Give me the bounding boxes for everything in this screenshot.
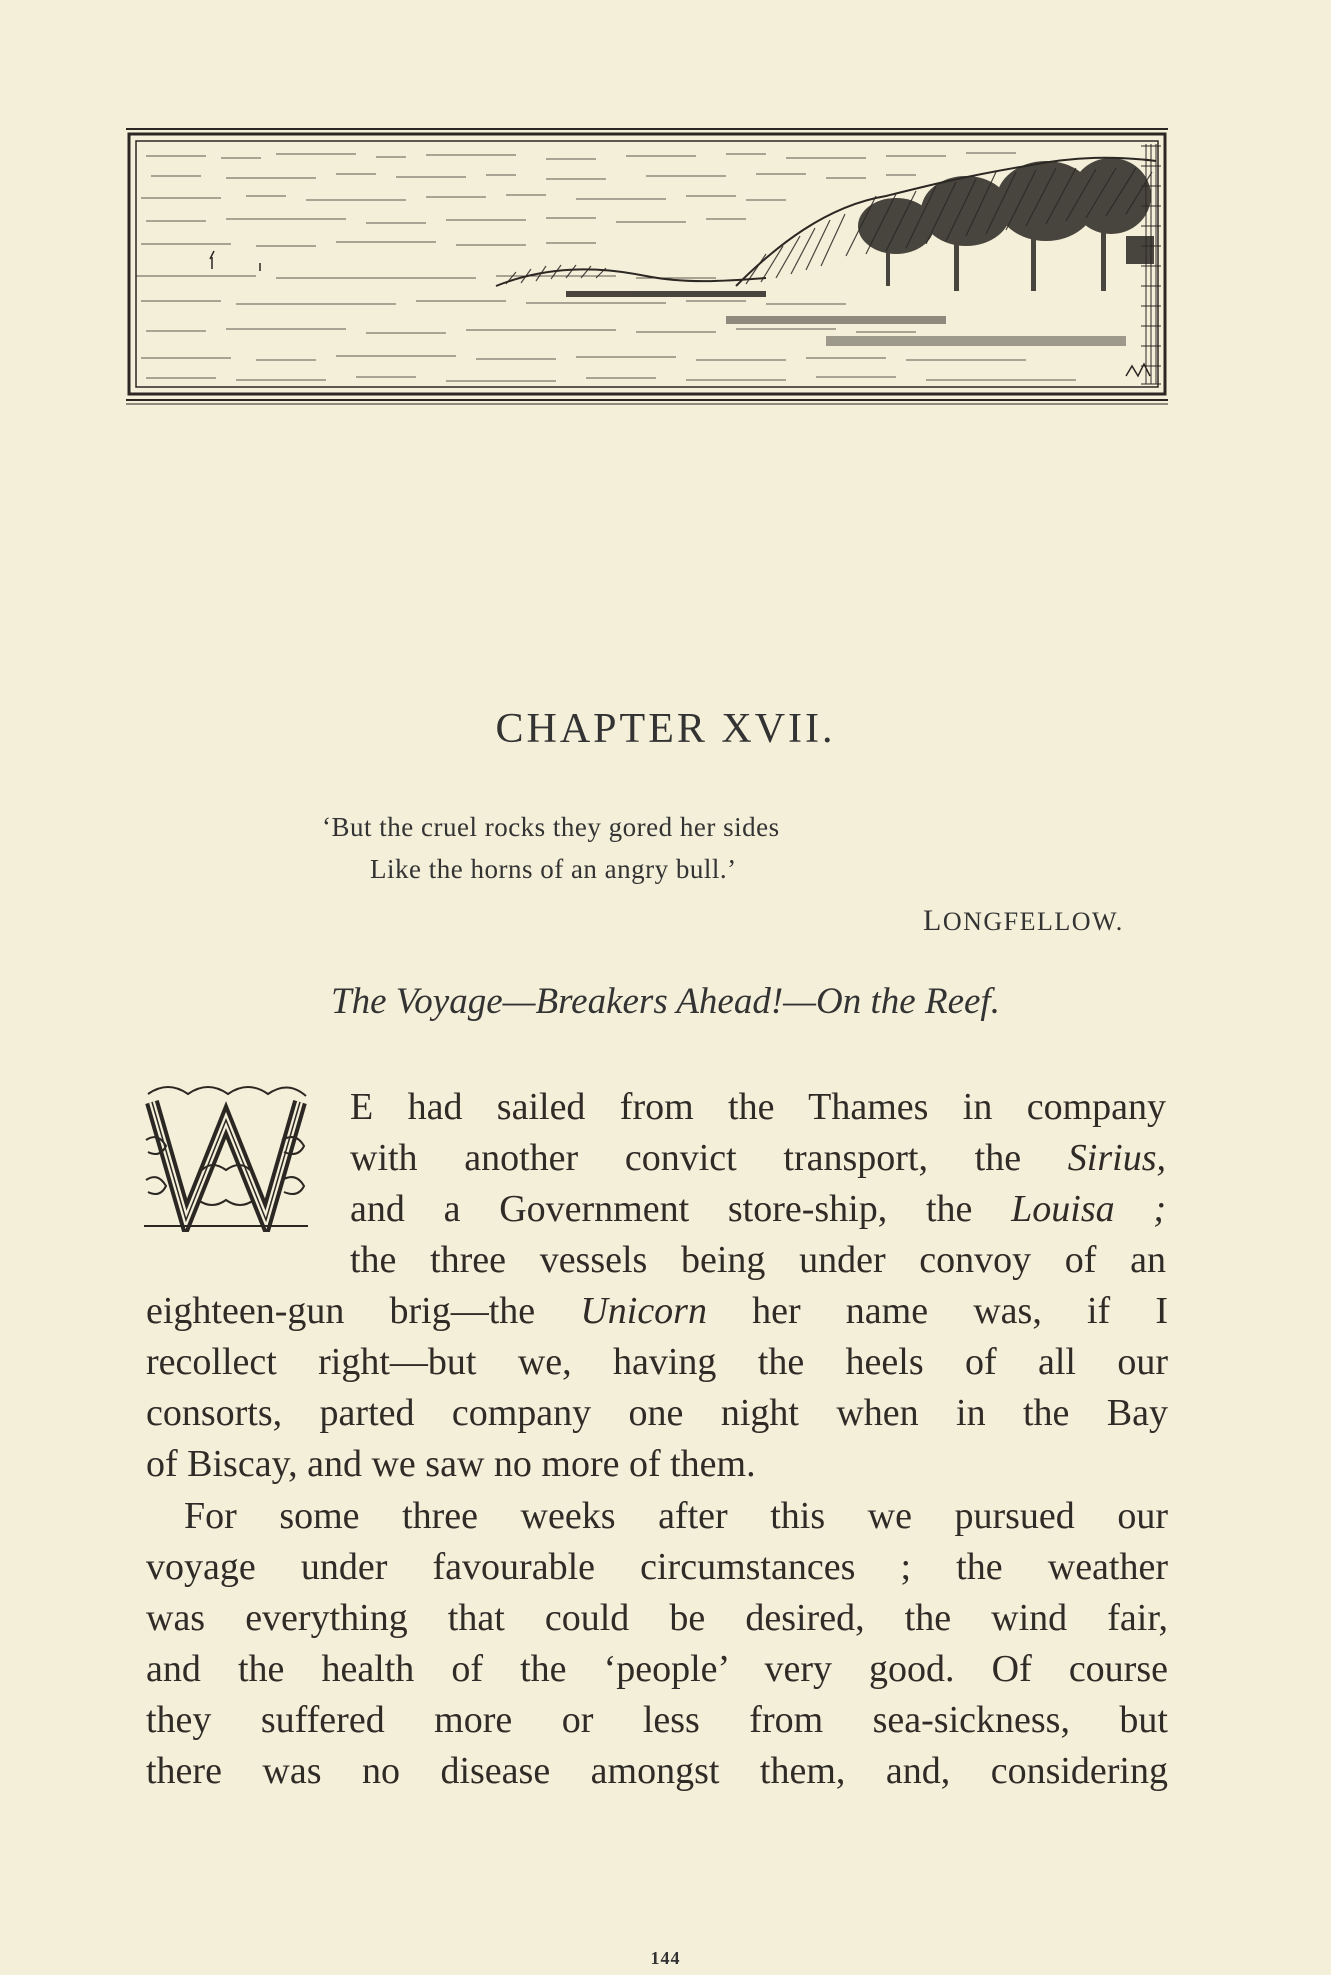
paragraph-1-indented bbox=[350, 1082, 1166, 1286]
text-line: was everything that could be desired, the wind fair, bbox=[146, 1597, 1168, 1639]
chapter-title: CHAPTER XVII. bbox=[495, 706, 836, 752]
text-line: recollect right—but we, having the heels of all our bbox=[146, 1341, 1168, 1383]
text-line: consorts, parted company one night when in the Bay bbox=[146, 1392, 1168, 1434]
epigraph-attribution bbox=[923, 904, 1124, 938]
chapter-summary: The Voyage—Breakers Ahead!—On the Reef. bbox=[331, 981, 1000, 1022]
attribution-initial: L bbox=[923, 904, 943, 937]
text-line: voyage under favourable circumstances ; the weather bbox=[146, 1546, 1168, 1588]
text-segment: with another convict transport, the bbox=[350, 1137, 1068, 1179]
epigraph-line-2: Like the horns of an angry bull.’ bbox=[370, 854, 737, 884]
epigraph-line-1: ‘But the cruel rocks they gored her sides bbox=[322, 812, 780, 842]
page-number: 144 bbox=[650, 1948, 681, 1968]
text-line: there was no disease amongst them, and, considering bbox=[146, 1750, 1168, 1792]
ship-name-unicorn: Unicorn bbox=[580, 1290, 707, 1332]
ornamental-initial-w bbox=[142, 1080, 310, 1232]
ship-name-sirius: Sirius, bbox=[1067, 1137, 1166, 1179]
text-line bbox=[146, 1286, 1168, 1337]
attribution-rest: ONGFELLOW. bbox=[942, 907, 1124, 936]
text-line: and the health of the ‘people’ very good. Of course bbox=[146, 1648, 1168, 1690]
text-line bbox=[350, 1133, 1166, 1184]
text-line: they suffered more or less from sea-sickness, but bbox=[146, 1699, 1168, 1741]
text-line: E had sailed from the Thames in company bbox=[350, 1086, 1166, 1128]
text-segment: her name was, if I bbox=[706, 1290, 1168, 1332]
paragraph-2 bbox=[146, 1491, 1168, 1797]
text-segment: and a Government store-ship, the bbox=[350, 1188, 1012, 1230]
text-line bbox=[350, 1184, 1166, 1235]
drop-cap-letter: W bbox=[226, 1180, 227, 1181]
text-line: For some three weeks after this we pursued our bbox=[184, 1495, 1168, 1537]
text-line: of Biscay, and we saw no more of them. bbox=[146, 1443, 756, 1485]
ship-name-louisa: Louisa ; bbox=[1011, 1188, 1167, 1230]
text-line: the three vessels being under convoy of an bbox=[350, 1239, 1166, 1281]
text-segment: eighteen-gun brig—the bbox=[146, 1290, 581, 1332]
coastal-landscape-engraving bbox=[126, 126, 1168, 406]
paragraph-1-full-width bbox=[146, 1286, 1168, 1490]
